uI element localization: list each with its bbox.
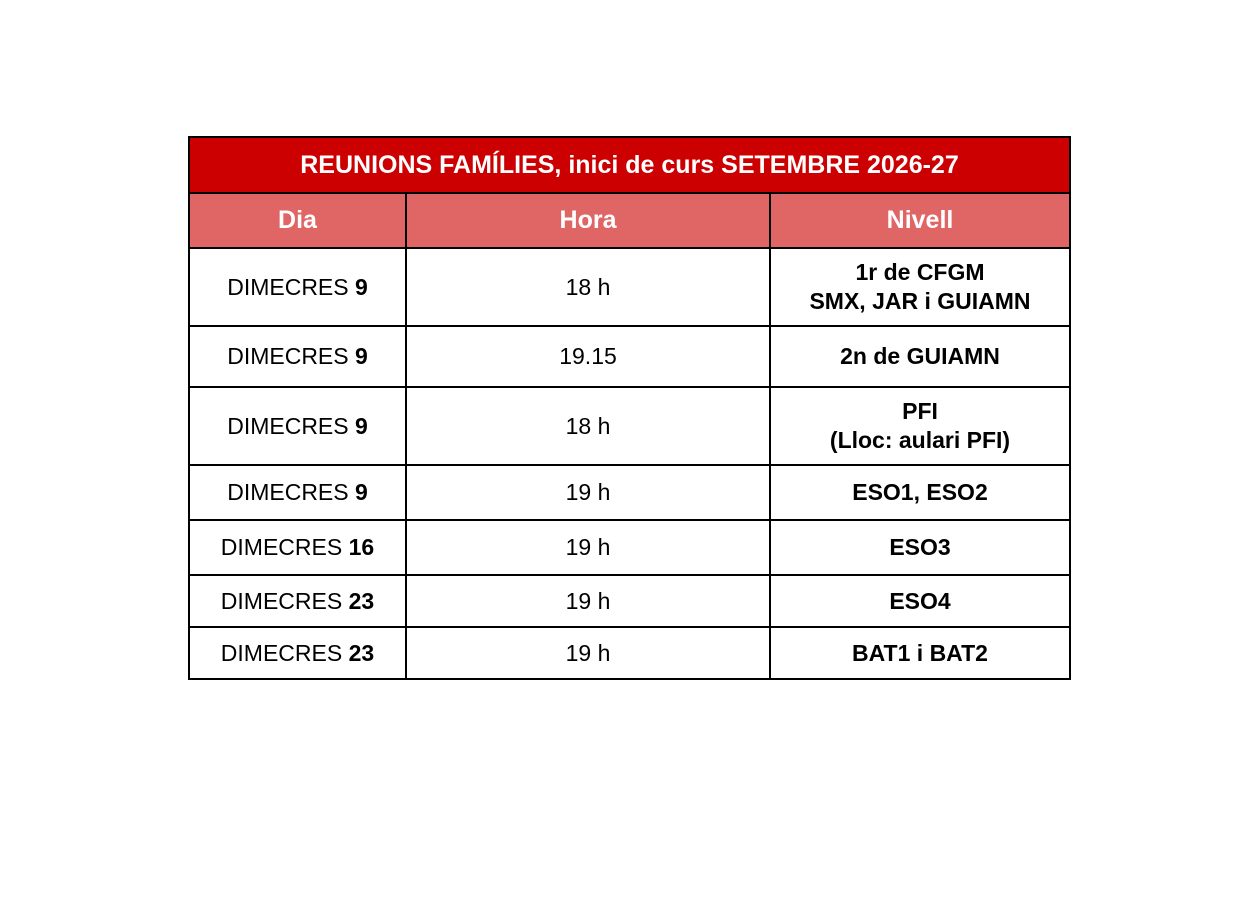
level-line: ESO4 (889, 587, 951, 614)
table-title: REUNIONS FAMÍLIES, inici de curs SETEMBRE 2026-27 (189, 137, 1070, 193)
day-number: 9 (355, 479, 368, 505)
level-line: PFI (902, 398, 938, 424)
time-cell: 19 h (406, 465, 770, 520)
column-header-level: Nivell (770, 193, 1070, 248)
level-cell (770, 575, 1070, 627)
table-header-row (189, 193, 1070, 248)
day-cell (189, 627, 406, 679)
level-line: BAT1 i BAT2 (852, 639, 988, 666)
level-line: ESO1, ESO2 (852, 479, 988, 505)
level-cell (770, 248, 1070, 326)
level-line: ESO3 (889, 534, 951, 560)
level-line: SMX, JAR i GUIAMN (809, 288, 1031, 314)
time-cell: 18 h (406, 248, 770, 326)
time-cell: 19 h (406, 520, 770, 575)
day-number: 9 (355, 412, 368, 439)
weekday-text: DIMECRES (220, 639, 349, 666)
level-line: 2n de GUIAMN (840, 343, 1000, 369)
table-title-row (189, 137, 1070, 193)
day-number: 23 (348, 639, 375, 666)
time-cell: 19.15 (406, 326, 770, 387)
table-row (189, 627, 1070, 679)
level-cell (770, 326, 1070, 387)
table-row (189, 575, 1070, 627)
day-cell (189, 387, 406, 465)
day-number: 9 (355, 273, 368, 300)
level-cell (770, 465, 1070, 520)
weekday-text: DIMECRES (227, 412, 355, 439)
weekday-text: DIMECRES (220, 534, 349, 560)
level-line: 1r de CFGM (855, 259, 985, 285)
time-cell: 18 h (406, 387, 770, 465)
day-number: 9 (355, 343, 368, 369)
time-cell: 19 h (406, 627, 770, 679)
day-number: 23 (348, 587, 375, 614)
weekday-text: DIMECRES (227, 343, 355, 369)
column-header-time: Hora (406, 193, 770, 248)
time-cell: 19 h (406, 575, 770, 627)
day-cell (189, 248, 406, 326)
level-cell (770, 520, 1070, 575)
level-cell (770, 387, 1070, 465)
table-row (189, 326, 1070, 387)
table-row (189, 387, 1070, 465)
day-cell (189, 326, 406, 387)
weekday-text: DIMECRES (227, 273, 355, 300)
day-number: 16 (348, 534, 375, 560)
table-row (189, 520, 1070, 575)
level-line: (Lloc: aulari PFI) (829, 427, 1011, 453)
table-row (189, 465, 1070, 520)
day-cell (189, 520, 406, 575)
level-cell (770, 627, 1070, 679)
meetings-schedule-table (188, 136, 1071, 680)
day-cell (189, 465, 406, 520)
column-header-day: Dia (189, 193, 406, 248)
table-row (189, 248, 1070, 326)
weekday-text: DIMECRES (220, 587, 349, 614)
day-cell (189, 575, 406, 627)
weekday-text: DIMECRES (227, 479, 355, 505)
